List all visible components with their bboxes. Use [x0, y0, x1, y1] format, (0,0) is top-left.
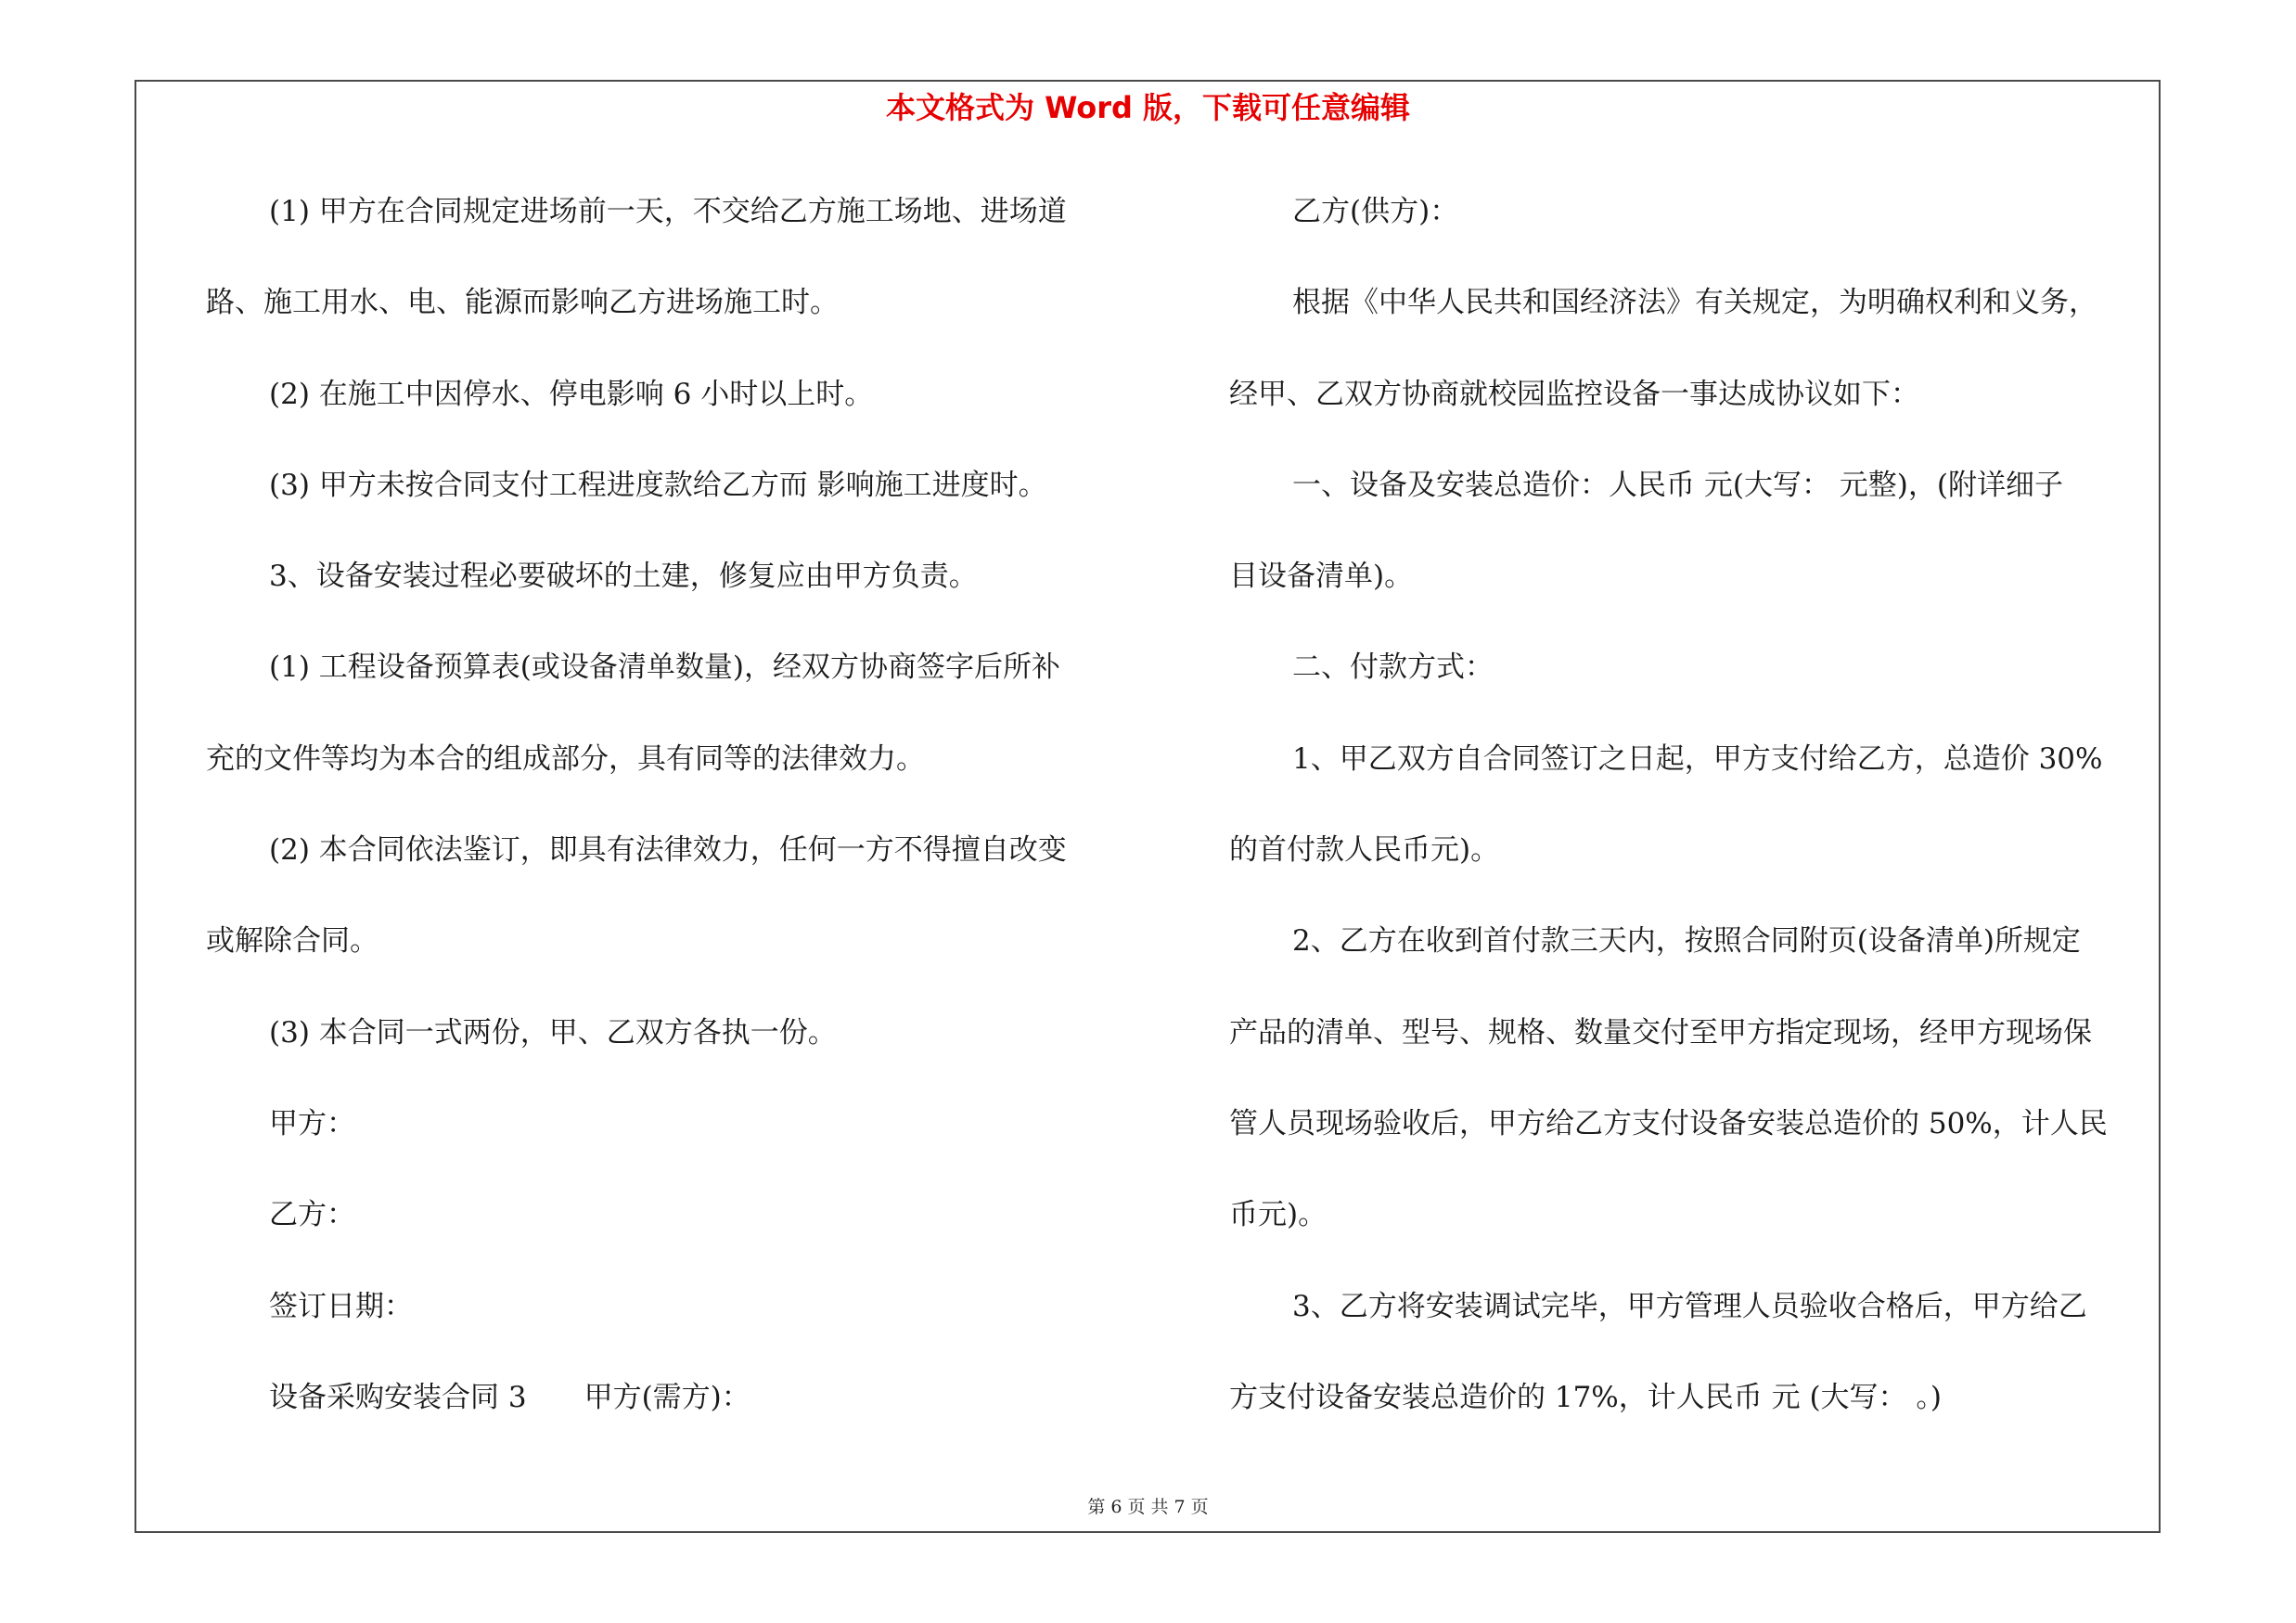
paragraph-line: 充的文件等均为本合的组成部分，具有同等的法律效力。	[206, 741, 925, 776]
paragraph-line: 1、甲乙双方自合同签订之日起，甲方支付给乙方，总造价 30%	[1292, 741, 2103, 776]
supplier-label: 乙方(供方)：	[1292, 195, 1459, 228]
paragraph-line: 经甲、乙双方协商就校园监控设备一事达成协议如下：	[1229, 377, 1919, 411]
paragraph-line: 根据《中华人民共和国经济法》有关规定，为明确权利和义务，	[1292, 286, 2097, 320]
paragraph-line: 或解除合同。	[206, 924, 378, 959]
paragraph-line: 产品的清单、型号、规格、数量交付至甲方指定现场，经甲方现场保	[1229, 1015, 2092, 1050]
paragraph-line: (2) 本合同依法鉴订，即具有法律效力，任何一方不得擅自改变	[269, 833, 1067, 868]
paragraph-line: 一、设备及安装总造价：人民币 元(大写： 元整)，(附详细子	[1292, 468, 2063, 502]
paragraph-line: (1) 甲方在合同规定进场前一天，不交给乙方施工场地、进场道	[269, 195, 1067, 228]
paragraph-line: (3) 本合同一式两份，甲、乙双方各执一份。	[269, 1015, 837, 1050]
paragraph-line: 的首付款人民币元)。	[1229, 833, 1500, 868]
party-a-label: 甲方：	[269, 1106, 355, 1140]
left-column	[206, 184, 1143, 1461]
paragraph-line: (1) 工程设备预算表(或设备清单数量)，经双方协商签字后所补	[269, 650, 1060, 685]
paragraph-line: 币元)。	[1229, 1198, 1328, 1232]
paragraph-line: 目设备清单)。	[1229, 560, 1414, 594]
sign-date-label: 签订日期：	[269, 1289, 413, 1323]
paragraph-line: 路、施工用水、电、能源而影响乙方进场施工时。	[206, 286, 839, 320]
right-column	[1229, 184, 2157, 1461]
paragraph-line: 管人员现场验收后，甲方给乙方支付设备安装总造价的 50%，计人民	[1229, 1106, 2108, 1140]
party-b-label: 乙方：	[269, 1198, 355, 1232]
section-heading: 二、付款方式：	[1292, 650, 1494, 685]
contract-title-line: 设备采购安装合同 3 甲方(需方)：	[269, 1380, 750, 1414]
paragraph-line: 3、设备安装过程必要破坏的土建，修复应由甲方负责。	[269, 560, 978, 594]
paragraph-line: 方支付设备安装总造价的 17%，计人民币 元 (大写： 。)	[1229, 1380, 1943, 1414]
format-banner: 本文格式为 Word 版，下载可任意编辑	[885, 90, 1411, 125]
paragraph-line: 3、乙方将安装调试完毕，甲方管理人员验收合格后，甲方给乙	[1292, 1289, 2087, 1323]
paragraph-line: (3) 甲方未按合同支付工程进度款给乙方而 影响施工进度时。	[269, 468, 1047, 502]
page-number-footer: 第 6 页 共 7 页	[1087, 1497, 1209, 1517]
paragraph-line: (2) 在施工中因停水、停电影响 6 小时以上时。	[269, 377, 874, 411]
paragraph-line: 2、乙方在收到首付款三天内，按照合同附页(设备清单)所规定	[1292, 924, 2081, 959]
